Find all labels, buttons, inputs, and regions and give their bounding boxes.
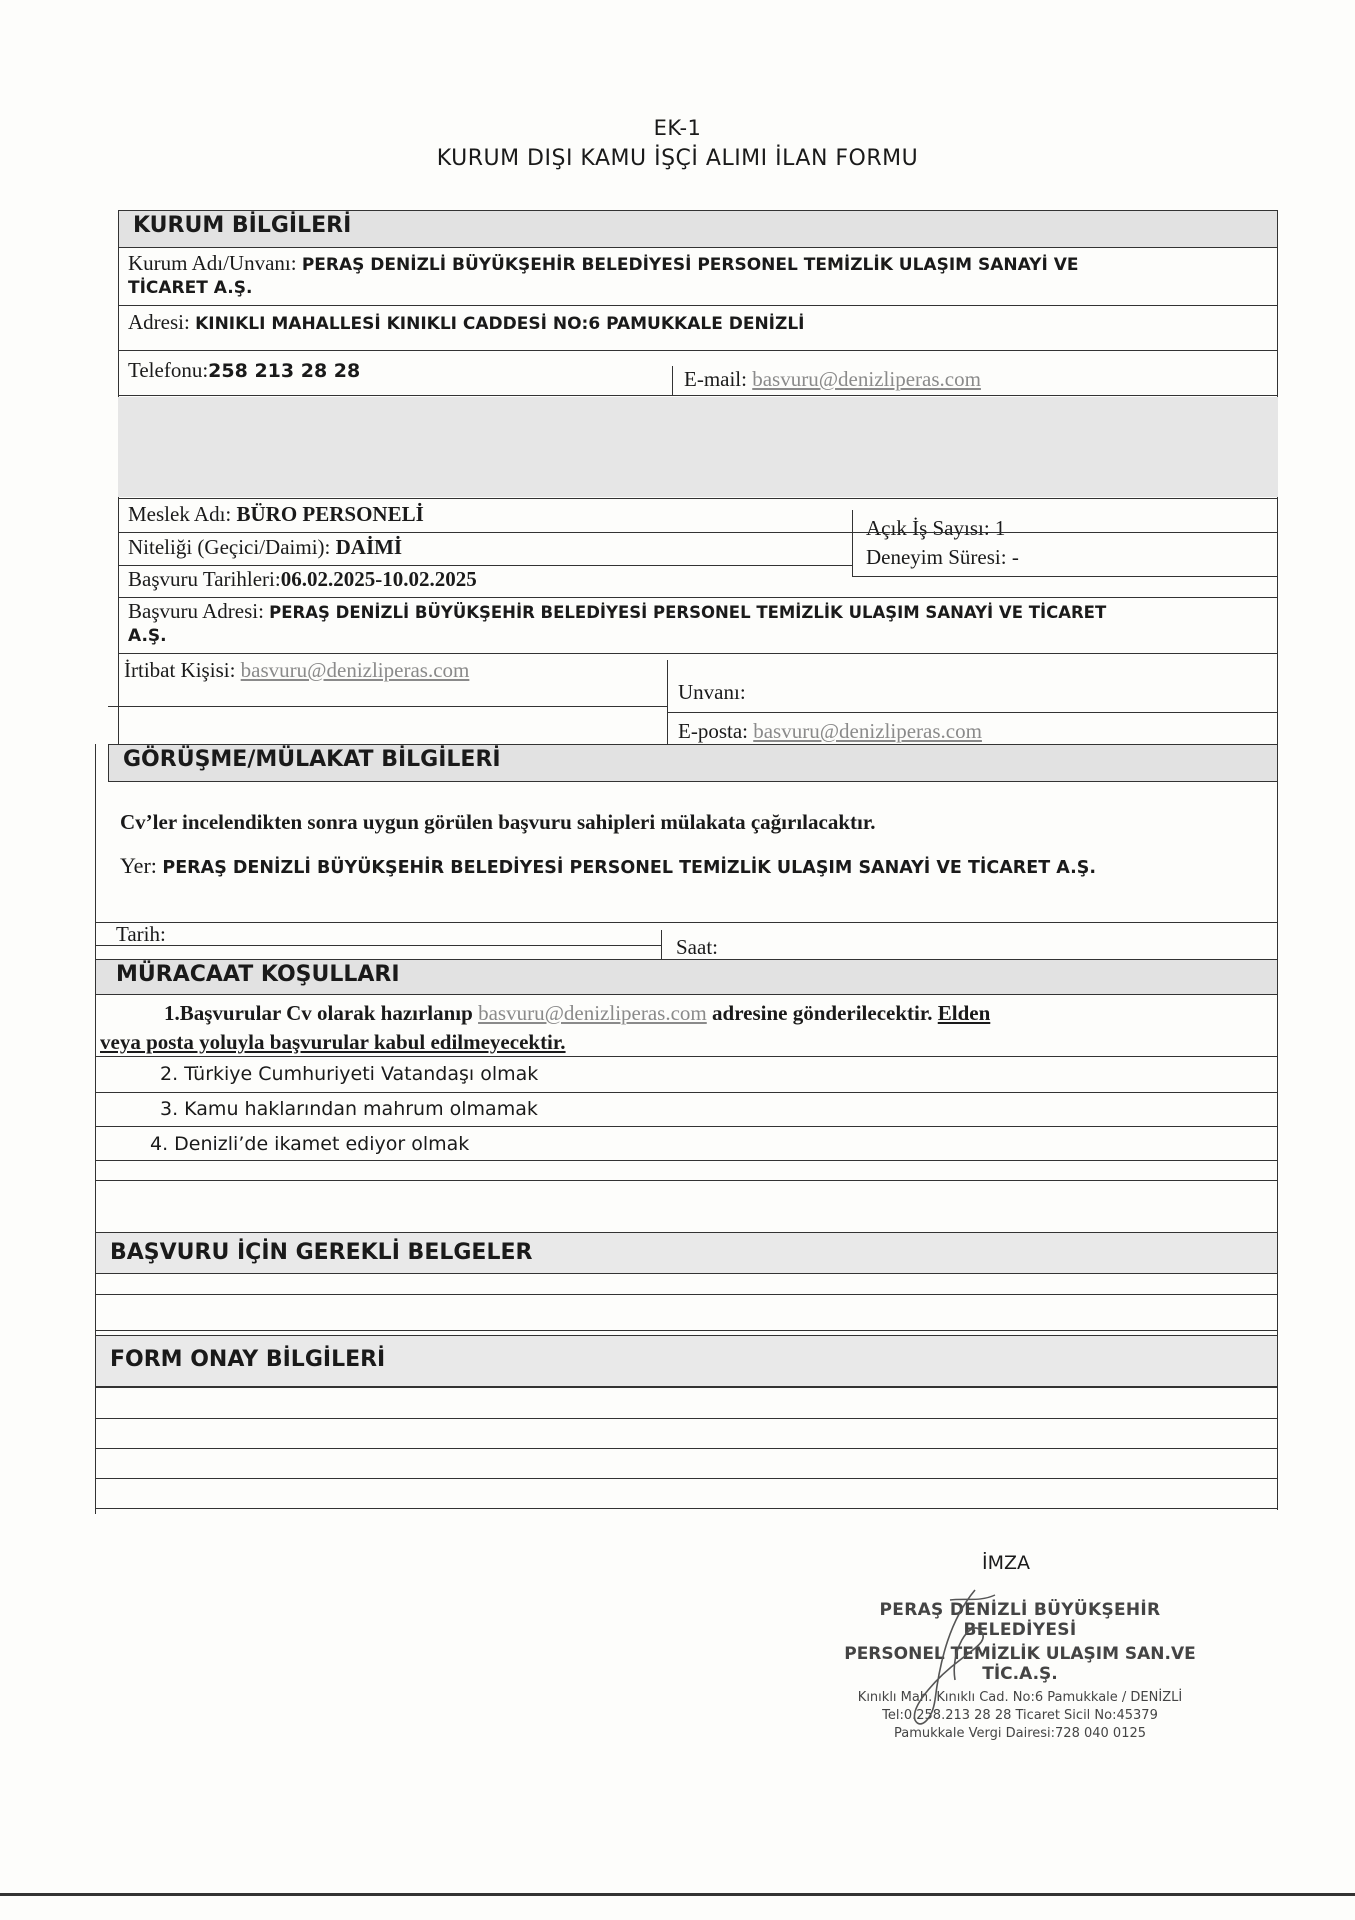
- meslek-label: Meslek Adı:: [128, 502, 237, 526]
- doc-code: EK-1: [653, 116, 702, 140]
- muracaat-item-4: 4. Denizli’de ikamet ediyor olmak: [150, 1133, 470, 1155]
- stamp-line-5: Pamukkale Vergi Dairesi:728 040 0125: [893, 1726, 1147, 1741]
- deneyim-value: -: [1011, 545, 1019, 569]
- kurum-email-label: E-mail:: [684, 367, 753, 391]
- muracaat-item-1-line2: veya posta yoluyla başvurular kabul edilmeyecektir.: [100, 1030, 566, 1054]
- divider: [95, 1092, 1278, 1093]
- divider: [118, 597, 1278, 598]
- irtibat-label: İrtibat Kişisi:: [124, 658, 241, 682]
- stamp-line-3: Kınıklı Mah. Kınıklı Cad. No:6 Pamukkale / DENİZLİ: [857, 1690, 1183, 1705]
- basvuru-tarih-label: Başvuru Tarihleri:: [128, 567, 281, 591]
- kurum-address-value: KINIKLI MAHALLESİ KINIKLI CADDESİ NO:6 PAMUKKALE DENİZLİ: [195, 314, 805, 334]
- kurum-name-value-cont: TİCARET A.Ş.: [128, 278, 253, 298]
- divider: [95, 1478, 1278, 1479]
- divider: [118, 498, 1278, 499]
- muracaat-item-1-underlined: Elden: [937, 1001, 991, 1025]
- divider: [95, 1418, 1278, 1419]
- yer-value: PERAŞ DENİZLİ BÜYÜKŞEHİR BELEDİYESİ PERSONEL TEMİZLİK ULAŞIM SANAYİ VE TİCARET A.Ş.: [162, 858, 1097, 878]
- muracaat-item-1-prefix: 1.Başvurular Cv olarak hazırlanıp: [164, 1001, 479, 1025]
- muracaat-item-1: [100, 1000, 1275, 1058]
- basvuru-adres-value-cont: A.Ş.: [128, 626, 167, 646]
- basvuru-tarih-value: 06.02.2025-10.02.2025: [280, 567, 477, 591]
- muracaat-item-1-link[interactable]: basvuru@denizliperas.com: [478, 1001, 707, 1025]
- kurum-address-row: [128, 310, 805, 335]
- irtibat-link[interactable]: basvuru@denizliperas.com: [240, 658, 470, 682]
- gorusme-note: Cv’ler incelendikten sonra uygun görülen başvuru sahipleri mülakata çağırılacaktır.: [120, 810, 876, 834]
- section-gorusme-mulakat: GÖRÜŞME/MÜLAKAT BİLGİLERİ: [108, 744, 1278, 782]
- divider: [667, 712, 1278, 713]
- basvuru-adres-label: Başvuru Adresi:: [128, 599, 270, 623]
- kurum-email-row: [684, 367, 981, 392]
- unvan-label: Unvanı:: [678, 680, 746, 704]
- acik-is-value: 1: [994, 516, 1006, 540]
- section-gerekli-belgeler: BAŞVURU İÇİN GEREKLİ BELGELER: [95, 1232, 1278, 1274]
- kurum-phone-row: [128, 358, 360, 383]
- divider: [108, 706, 668, 707]
- section-muracaat-kosullari: MÜRACAAT KOŞULLARI: [95, 959, 1278, 995]
- eposta-row: [678, 719, 982, 744]
- deneyim-row: [866, 545, 1019, 570]
- handwritten-signature: [880, 1580, 1020, 1740]
- divider: [95, 1056, 1278, 1057]
- stamp-line-4: Tel:0.258.213 28 28 Ticaret Sicil No:45379: [882, 1708, 1158, 1723]
- nitelik-value: DAİMİ: [335, 535, 403, 559]
- divider: [672, 366, 673, 396]
- meslek-value: BÜRO PERSONELİ: [236, 502, 424, 526]
- divider: [852, 510, 853, 576]
- kurum-phone-label: Telefonu:: [128, 358, 209, 382]
- kurum-phone-value: 258 213 28 28: [208, 360, 361, 382]
- divider: [667, 660, 668, 745]
- divider: [118, 350, 1278, 351]
- basvuru-adres-row: [128, 600, 1273, 648]
- divider: [95, 945, 661, 946]
- divider: [95, 1160, 1278, 1161]
- basvuru-adres-value: PERAŞ DENİZLİ BÜYÜKŞEHİR BELEDİYESİ PERSONEL TEMİZLİK ULAŞIM SANAYİ VE TİCARET: [269, 603, 1107, 622]
- divider: [95, 1180, 1278, 1181]
- divider: [661, 930, 662, 960]
- kurum-email-link[interactable]: basvuru@denizliperas.com: [752, 367, 981, 391]
- yer-row: [120, 853, 1096, 879]
- muracaat-item-3: 3. Kamu haklarından mahrum olmamak: [160, 1098, 538, 1120]
- eposta-link[interactable]: basvuru@denizliperas.com: [753, 719, 982, 743]
- page-title: KURUM DIŞI KAMU İŞÇİ ALIMI İLAN FORMU: [436, 146, 919, 171]
- signature-label: İMZA: [982, 1552, 1031, 1574]
- divider: [95, 1508, 1278, 1509]
- divider: [118, 565, 852, 566]
- bottom-scan-line: [0, 1893, 1355, 1896]
- muracaat-item-2: 2. Türkiye Cumhuriyeti Vatandaşı olmak: [160, 1063, 539, 1085]
- basvuru-tarih-row: [128, 567, 477, 592]
- unvan-row: [678, 680, 746, 705]
- stamp-line-1: PERAŞ DENİZLİ BÜYÜKŞEHİR BELEDİYESİ: [879, 1600, 1161, 1640]
- acik-is-label: Açık İş Sayısı:: [866, 516, 995, 540]
- divider: [95, 922, 1278, 923]
- divider: [852, 576, 1278, 577]
- gorusme-tarih-label: Tarih:: [116, 922, 166, 946]
- eposta-label: E-posta:: [678, 719, 754, 743]
- irtibat-row: [124, 658, 469, 683]
- stamp-line-2: PERSONEL TEMİZLİK ULAŞIM SAN.VE TİC.A.Ş.: [844, 1644, 1196, 1684]
- nitelik-label: Niteliği (Geçici/Daimi):: [128, 535, 336, 559]
- divider: [118, 653, 1278, 654]
- divider: [118, 532, 1278, 533]
- divider: [95, 1330, 1278, 1331]
- divider: [95, 1126, 1278, 1127]
- blank-shaded-band: [118, 397, 1278, 497]
- meslek-row: [128, 502, 424, 527]
- form-border-left-lower: [95, 744, 96, 1514]
- yer-label: Yer:: [120, 853, 163, 878]
- section-form-onay: FORM ONAY BİLGİLERİ: [95, 1335, 1278, 1387]
- acik-is-row: [866, 516, 1005, 541]
- divider: [95, 1294, 1278, 1295]
- divider: [95, 1387, 1278, 1388]
- deneyim-label: Deneyim Süresi:: [866, 545, 1012, 569]
- gorusme-saat-label: Saat:: [676, 935, 718, 959]
- muracaat-item-1-suffix: adresine gönderilecektir.: [706, 1001, 938, 1025]
- divider: [118, 395, 1278, 396]
- section-kurum-bilgileri: KURUM BİLGİLERİ: [118, 210, 1278, 248]
- kurum-name-label: Kurum Adı/Unvanı:: [128, 251, 302, 275]
- nitelik-row: [128, 535, 402, 560]
- divider: [95, 1448, 1278, 1449]
- kurum-name-value: PERAŞ DENİZLİ BÜYÜKŞEHİR BELEDİYESİ PERSONEL TEMİZLİK ULAŞIM SANAYİ VE: [301, 255, 1079, 275]
- kurum-name-row: [128, 252, 1268, 300]
- kurum-address-label: Adresi:: [128, 310, 196, 334]
- divider: [118, 305, 1278, 306]
